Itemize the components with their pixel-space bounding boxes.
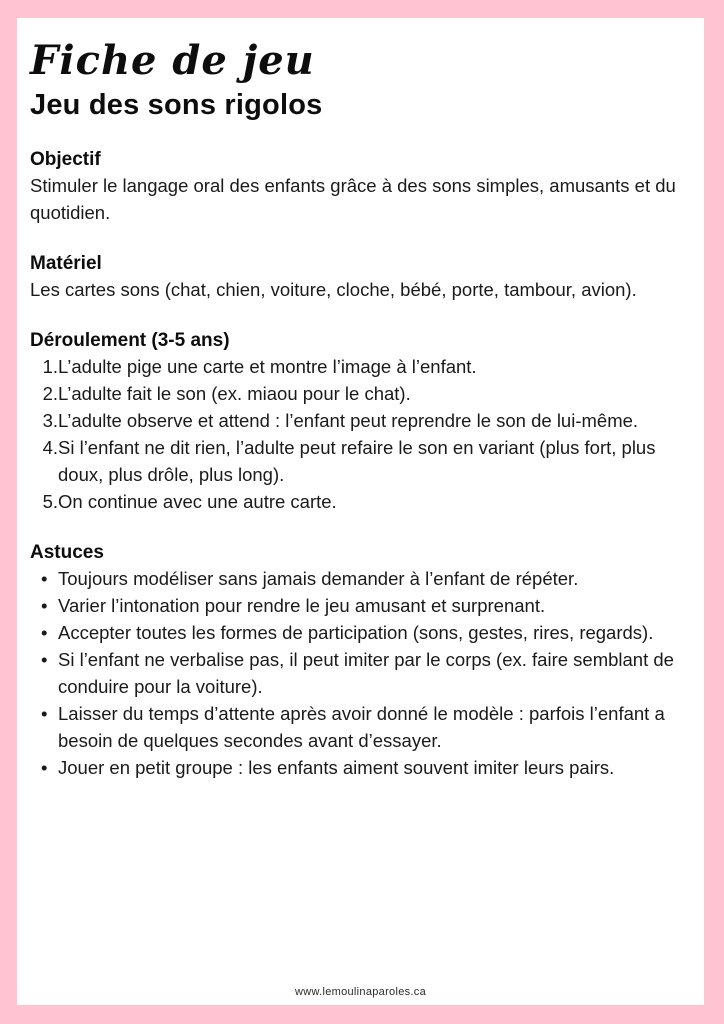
section-deroulement [30,330,696,515]
list-item: L’adulte observe et attend : l’enfant peut reprendre le son de lui-même. [58,410,639,431]
list-item: • Varier l’intonation pour rendre le jeu amusant et surprenant. [30,592,696,619]
astuces-bullet-list [30,565,696,781]
document-content [30,38,696,781]
list-item: • Accepter toutes les formes de participation (sons, gestes, rires, regards). [30,619,696,646]
list-item: L’adulte fait le son (ex. miaou pour le chat). [58,383,411,404]
materiel-text: Les cartes sons (chat, chien, voiture, cloche, bébé, porte, tambour, avion). [30,279,637,300]
list-item: L’adulte pige une carte et montre l’image à l’enfant. [58,356,477,377]
deroulement-steps-list [30,353,696,515]
list-item: • Toujours modéliser sans jamais demander à l’enfant de répéter. [30,565,696,592]
section-astuces [30,542,696,781]
footer-website-url: www.lemoulinaparoles.ca [294,986,426,998]
objectif-text: Stimuler le langage oral des enfants grâce à des sons simples, amusants et du quotidien. [30,175,676,223]
materiel-heading: Matériel [30,253,102,274]
list-item: • Laisser du temps d’attente après avoir donné le modèle : parfois l’enfant a besoin de quelques secondes avant d’essayer. [30,700,696,754]
document-sheet [17,18,704,1005]
list-item: • Si l’enfant ne verbalise pas, il peut imiter par le corps (ex. faire semblant de conduire pour la voiture). [30,646,696,700]
section-materiel [30,253,696,303]
list-item: Si l’enfant ne dit rien, l’adulte peut refaire le son en variant (plus fort, plus doux, plus drôle, plus long). [58,437,656,485]
list-item: On continue avec une autre carte. [58,491,337,512]
astuces-heading: Astuces [30,542,104,563]
section-objectif [30,149,696,226]
page-title: Jeu des sons rigolos [30,89,323,121]
objectif-heading: Objectif [30,149,101,170]
deroulement-heading: Déroulement (3-5 ans) [30,330,230,351]
list-item: • Jouer en petit groupe : les enfants aiment souvent imiter leurs pairs. [30,754,696,781]
script-title: Fiche de jeu [30,37,315,84]
